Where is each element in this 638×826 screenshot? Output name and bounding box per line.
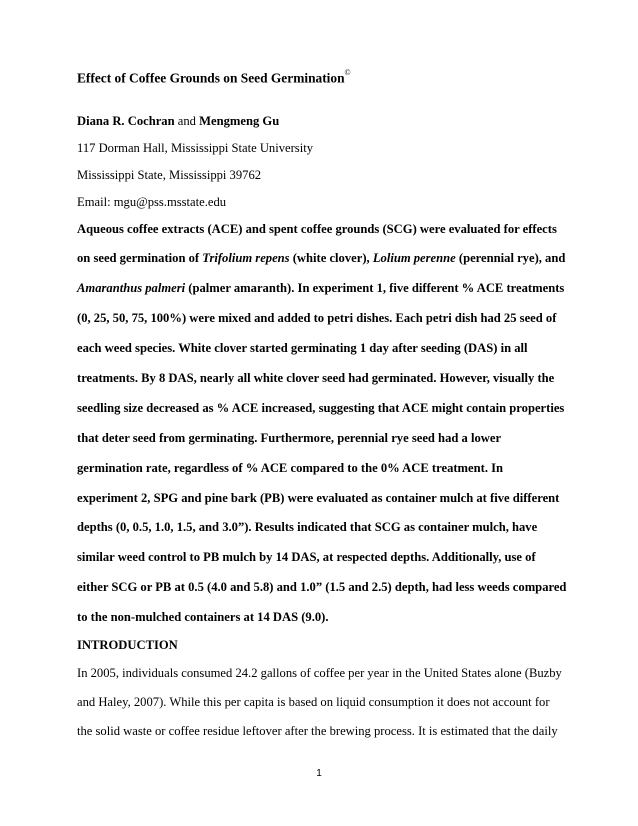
abstract-line: experiment 2, SPG and pine bark (PB) were evaluated as container mulch at five different (77, 491, 560, 505)
paper-title (77, 70, 351, 86)
abstract-line (77, 281, 564, 296)
abstract-line: depths (0, 0.5, 1.0, 1.5, and 3.0”). Results indicated that SCG as container mulch, have (77, 520, 538, 534)
abstract-text: (palmer amaranth). In experiment 1, five different % ACE treatments (185, 281, 565, 295)
authors-line (77, 114, 279, 129)
species-name: Lolium perenne (372, 251, 456, 265)
abstract-line: treatments. By 8 DAS, nearly all white clover seed had germinated. However, visually the (77, 371, 555, 385)
author-name: Mengmeng Gu (199, 114, 280, 128)
body-line: In 2005, individuals consumed 24.2 gallons of coffee per year in the United States alone (Buzby (77, 666, 562, 680)
abstract-line: each weed species. White clover started germinating 1 day after seeding (DAS) in all (77, 341, 528, 355)
species-name: Trifolium repens (202, 251, 290, 265)
author-conjunction: and (177, 114, 196, 128)
title-text: Effect of Coffee Grounds on Seed Germination (77, 70, 345, 86)
abstract-line: either SCG or PB at 0.5 (4.0 and 5.8) and 1.0” (1.5 and 2.5) depth, had less weeds compared (77, 580, 567, 594)
copyright-mark: © (344, 68, 351, 77)
abstract-line: Aqueous coffee extracts (ACE) and spent coffee grounds (SCG) were evaluated for effects (77, 222, 557, 236)
abstract-line: germination rate, regardless of % ACE compared to the 0% ACE treatment. In (77, 461, 504, 475)
address-line: Mississippi State, Mississippi 39762 (77, 168, 262, 182)
author-name: Diana R. Cochran (77, 114, 175, 128)
abstract-text: (white clover), (289, 251, 373, 265)
section-heading: INTRODUCTION (77, 638, 178, 652)
abstract-line: seedling size decreased as % ACE increased, suggesting that ACE might contain properties (77, 401, 565, 415)
species-name: Amaranthus palmeri (77, 281, 186, 295)
abstract-line: to the non-mulched containers at 14 DAS (9.0). (77, 610, 329, 624)
body-line: the solid waste or coffee residue leftover after the brewing process. It is estimated that the daily (77, 724, 558, 738)
email-line: Email: mgu@pss.msstate.edu (77, 195, 227, 209)
abstract-line: that deter seed from germinating. Furthermore, perennial rye seed had a lower (77, 431, 502, 445)
address-line: 117 Dorman Hall, Mississippi State University (77, 141, 314, 155)
page-number: 1 (316, 768, 322, 779)
abstract-line: (0, 25, 50, 75, 100%) were mixed and added to petri dishes. Each petri dish had 25 seed of (77, 311, 557, 325)
abstract-line: similar weed control to PB mulch by 14 DAS, at respected depths. Additionally, use of (77, 550, 536, 564)
abstract-line (77, 251, 565, 266)
body-line: and Haley, 2007). While this per capita is based on liquid consumption it does not account for (77, 695, 550, 709)
abstract-text: (perennial rye), and (455, 251, 566, 265)
abstract-text: on seed germination of (77, 251, 203, 265)
